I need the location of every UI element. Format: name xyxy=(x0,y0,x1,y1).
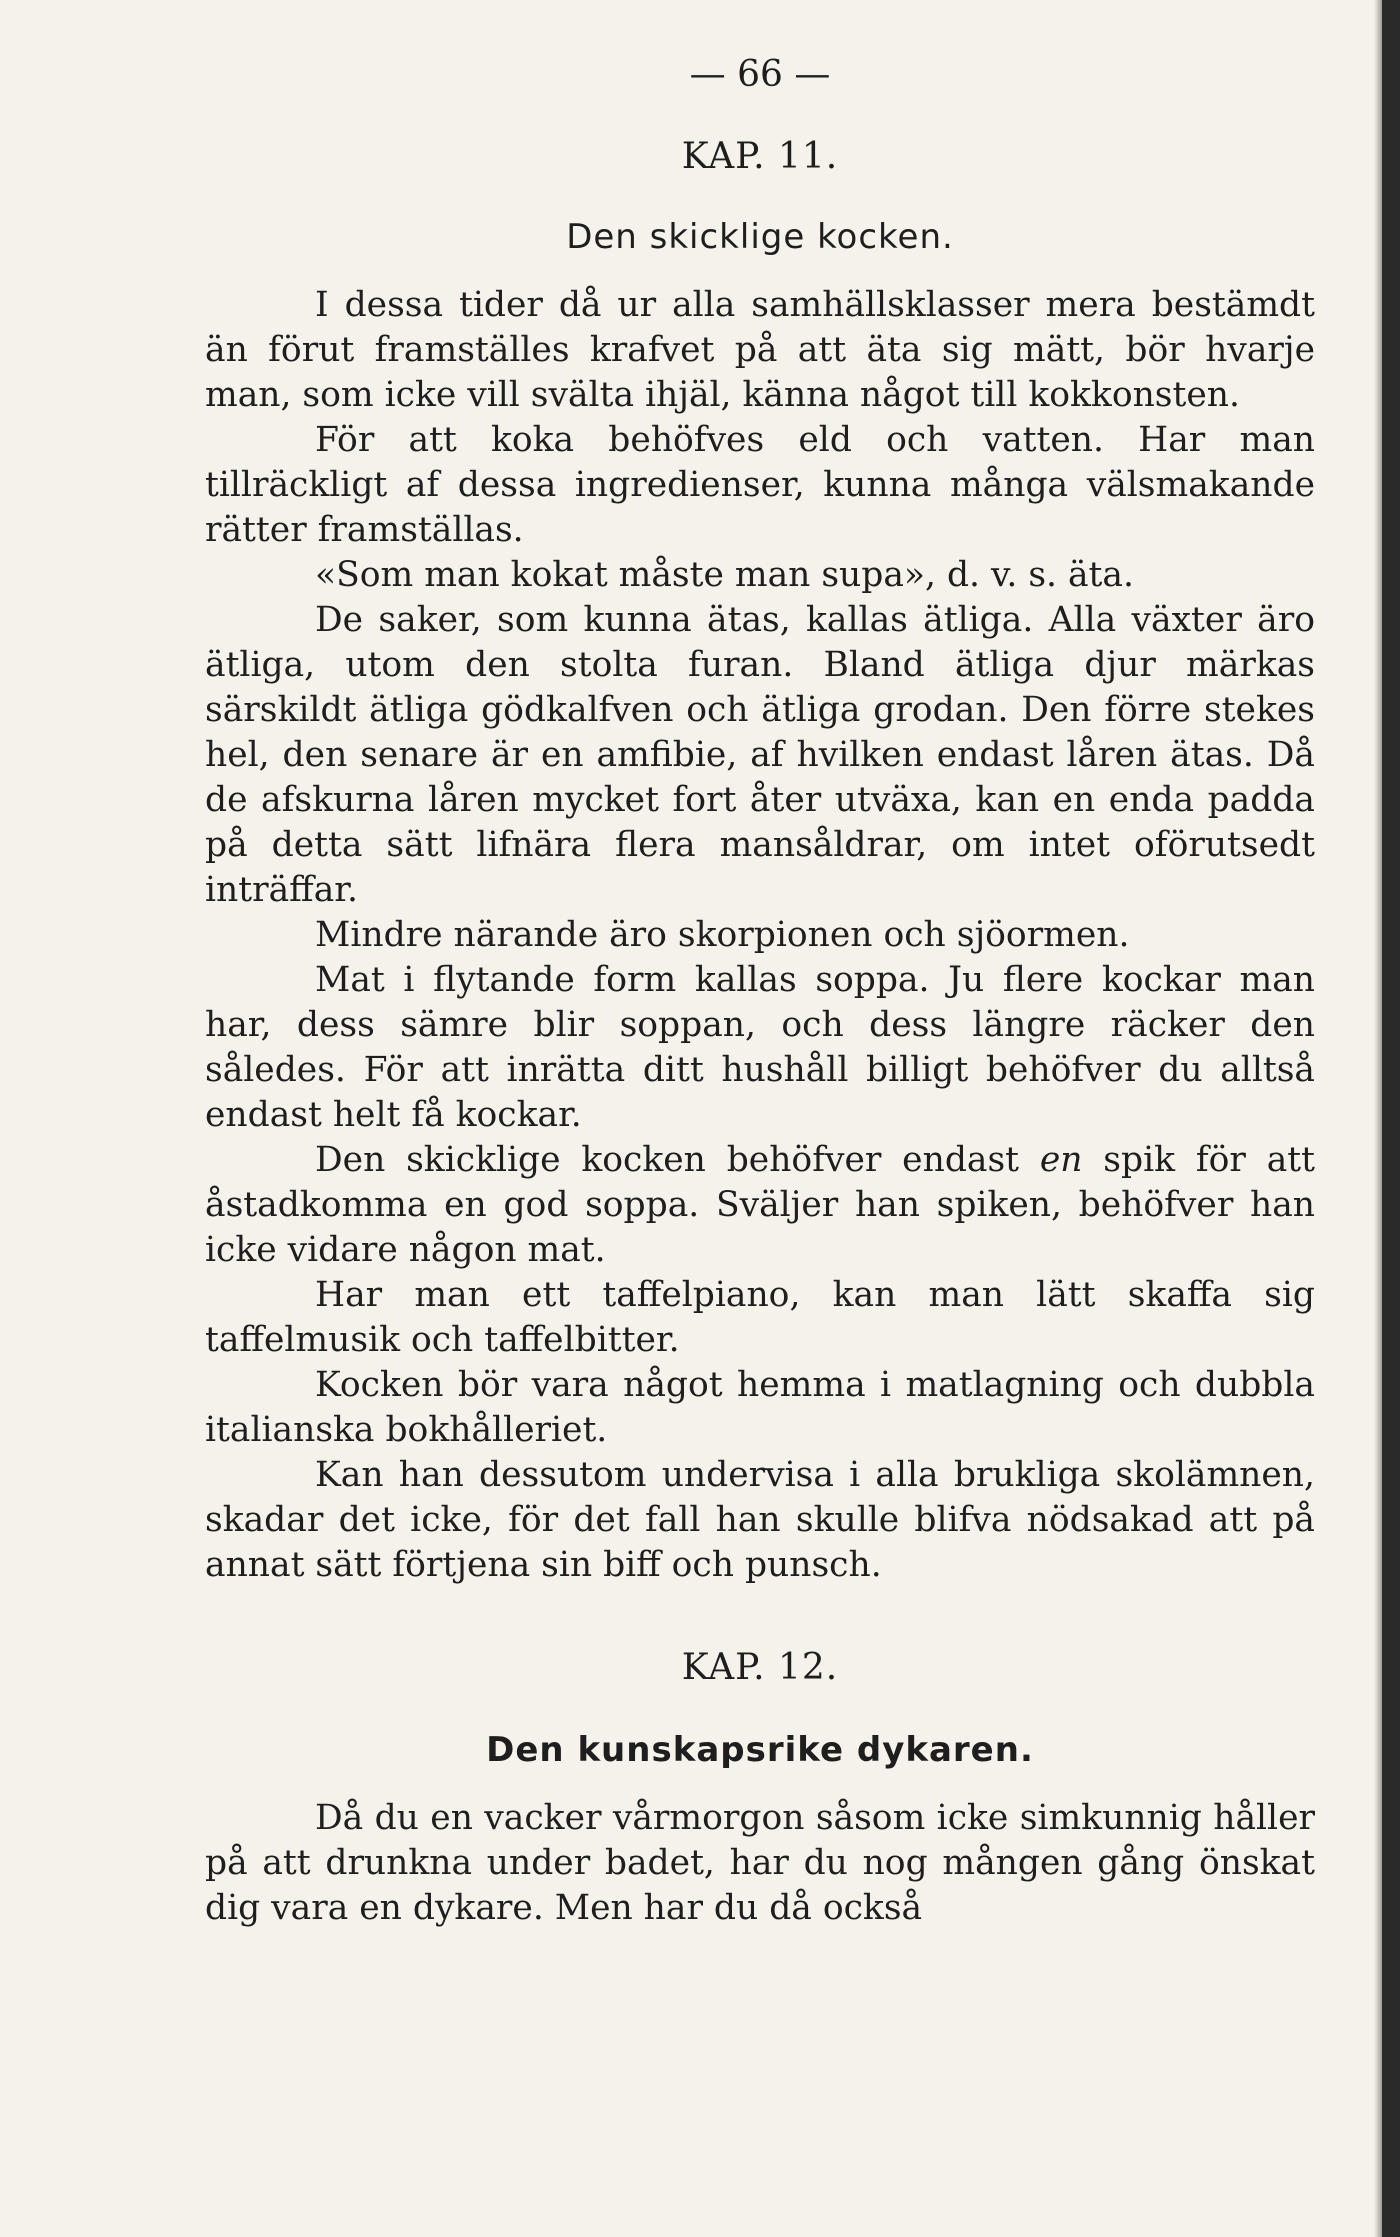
paragraph: Har man ett taffelpiano, kan man lätt skaffa sig taffelmusik och taffelbitter. xyxy=(205,1275,1315,1360)
paragraph: I dessa tider då ur alla samhällsklasser mera bestämdt än förut framställes krafvet på att äta sig mätt, bör hvarje man, som icke vill svälta ihjäl, känna något till kokkonsten. xyxy=(205,285,1315,415)
chapter-12-title: Den kunskapsrike dykaren. xyxy=(486,1730,1034,1770)
page-edge-shadow xyxy=(1382,0,1400,2237)
paragraph-text: spik för att åstadkomma en god soppa. Sväljer han spiken, behöfver han icke vidare någon mat. xyxy=(205,1140,1315,1270)
paragraph: Kan han dessutom undervisa i alla brukliga skolämnen, skadar det icke, för det fall han skulle blifva nödsakad att på annat sätt förtjena sin biff och punsch. xyxy=(205,1455,1315,1585)
paragraph: De saker, som kunna ätas, kallas ätliga. Alla växter äro ätliga, utom den stolta furan. Bland ätliga djur märkas särskildt ätliga gödkalfven och ätliga grodan. Den förre stekes hel, den senare är en amfibie, af hvilken endast låren ätas. Då de afskurna låren mycket fort åter utväxa, kan en enda padda på detta sätt lifnära flera mansåldrar, om intet oförutsedt inträffar. xyxy=(205,600,1315,910)
paragraph: Då du en vacker vårmorgon såsom icke simkunnig håller på att drunkna under badet, har du nog mången gång önskat dig vara en dykare. Men har du då också xyxy=(205,1798,1315,1928)
paragraph: Mat i flytande form kallas soppa. Ju flere kockar man har, dess sämre blir soppan, och dess längre räcker den således. För att inrätta ditt hushåll billigt behöfver du alltså endast helt få kockar. xyxy=(205,960,1315,1135)
page-text xyxy=(205,45,1315,1931)
paragraph: Kocken bör vara något hemma i matlagning och dubbla italianska bokhålleriet. xyxy=(205,1365,1315,1450)
chapter-11-title: Den skicklige kocken. xyxy=(566,217,954,257)
paragraph: För att koka behöfves eld och vatten. Har man tillräckligt af dessa ingredienser, kunna många välsmakande rätter framställas. xyxy=(205,420,1315,550)
chapter-11-heading: KAP. 11. xyxy=(681,136,839,177)
page-number: — 66 — xyxy=(689,54,831,95)
emphasis-word: en xyxy=(1039,1140,1083,1180)
paragraph-text: Den skicklige kocken behöfver endast xyxy=(315,1140,1040,1180)
paragraph-with-emphasis xyxy=(205,1138,1315,1273)
chapter-12-heading: KAP. 12. xyxy=(681,1647,839,1688)
paragraph: «Som man kokat måste man supa», d. v. s. äta. xyxy=(315,555,1134,595)
paragraph: Mindre närande äro skorpionen och sjöormen. xyxy=(315,915,1130,955)
